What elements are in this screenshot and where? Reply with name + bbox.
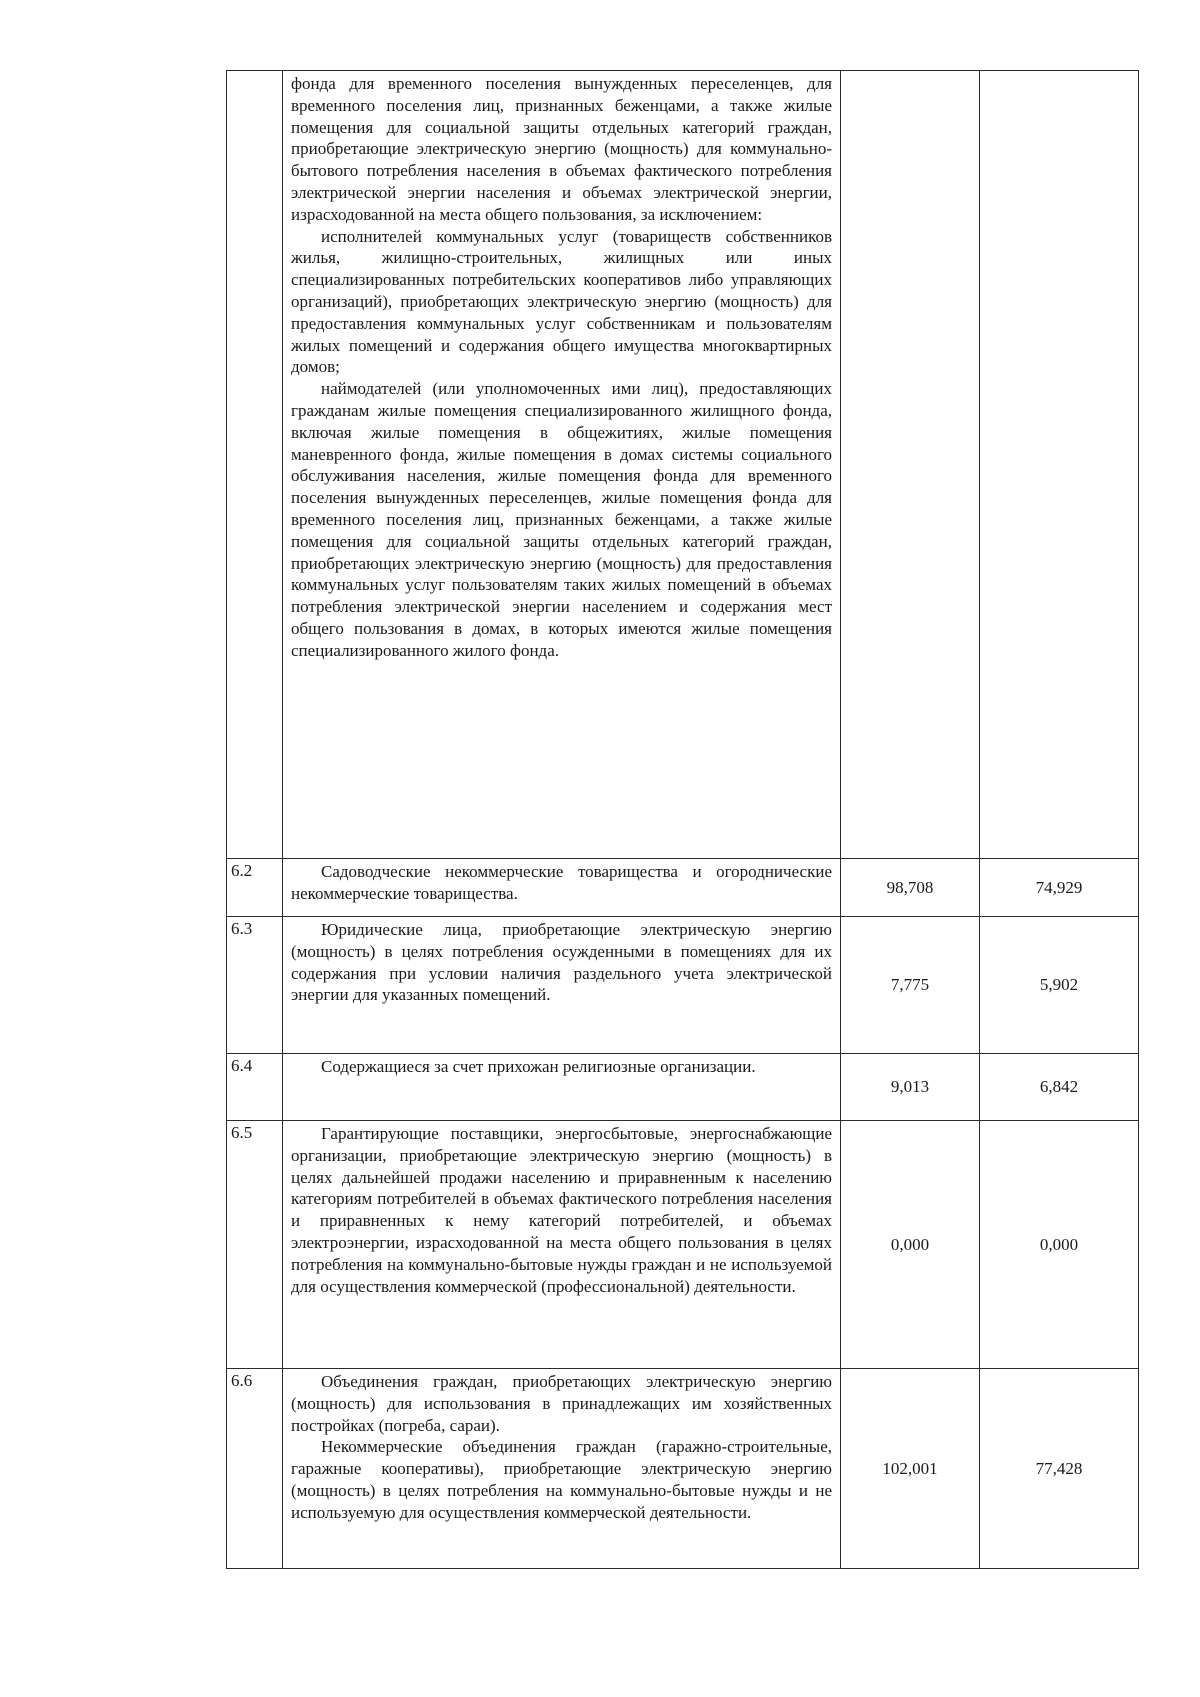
row-description	[283, 1121, 841, 1369]
row-description	[283, 71, 841, 859]
table-row	[227, 917, 1139, 1054]
row-description	[283, 1369, 841, 1569]
description-paragraph: Садоводческие некоммерческие товарищества и огороднические некоммерческие товарищества.	[291, 862, 832, 903]
row-value-2: 74,929	[980, 859, 1139, 917]
row-value-2	[980, 71, 1139, 859]
table-row	[227, 859, 1139, 917]
row-description	[283, 859, 841, 917]
row-value-1: 102,001	[841, 1369, 980, 1569]
row-value-2: 0,000	[980, 1121, 1139, 1369]
tariff-table	[226, 70, 1139, 1569]
table-row	[227, 1054, 1139, 1121]
row-value-1: 98,708	[841, 859, 980, 917]
description-paragraph: фонда для временного поселения вынужденных переселенцев, для временного поселения лиц, признанных беженцами, а также жилые помещения для социальной защиты отдельных категорий граждан, приобретающие электрическую энергию (мощность) для коммунально-бытового потребления населения в объемах фактического потребления электрической энергии населения и объемах электрической энергии, израсходованной на места общего пользования, за исключением:	[291, 74, 832, 224]
row-value-2: 77,428	[980, 1369, 1139, 1569]
description-paragraph: Гарантирующие поставщики, энергосбытовые, энергоснабжающие организации, приобретающие электрическую энергию (мощность) в целях дальнейшей продажи населению и приравненным к населению категориям потребителей в объемах фактического потребления населения и приравненных к нему категорий потребителей, и объемах электроэнергии, израсходованной на места общего пользования в целях потребления на коммунально-бытовые нужды граждан и не используемой для осуществления коммерческой (профессиональной) деятельности.	[291, 1124, 832, 1296]
table-row	[227, 1121, 1139, 1369]
row-value-1	[841, 71, 980, 859]
description-paragraph: Объединения граждан, приобретающих электрическую энергию (мощность) для использования в принадлежащих им хозяйственных постройках (погреба, сараи).	[291, 1372, 832, 1435]
row-number: 6.2	[227, 859, 283, 917]
row-number: 6.3	[227, 917, 283, 1054]
row-number: 6.6	[227, 1369, 283, 1569]
row-value-2: 6,842	[980, 1054, 1139, 1121]
row-number: 6.5	[227, 1121, 283, 1369]
description-paragraph: наймодателей (или уполномоченных ими лиц), предоставляющих гражданам жилые помещения специализированного жилищного фонда, включая жилые помещения в общежитиях, жилые помещения маневренного фонда, жилые помещения в домах системы социального обслуживания населения, жилые помещения фонда для временного поселения вынужденных переселенцев, жилые помещения фонда для временного поселения лиц, признанных беженцами, а также жилые помещения для социальной защиты отдельных категорий граждан, приобретающих электрическую энергию (мощность) для предоставления коммунальных услуг пользователям таких жилых помещений в объемах потребления электрической энергии населением и содержания мест общего пользования в домах, в которых имеются жилые помещения специализированного жилого фонда.	[291, 379, 832, 660]
table-row	[227, 1369, 1139, 1569]
table-row	[227, 71, 1139, 859]
description-paragraph: исполнителей коммунальных услуг (товариществ собственников жилья, жилищно-строительных, жилищных или иных специализированных потребительских кооперативов либо управляющих организаций), приобретающих электрическую энергию (мощность) для предоставления коммунальных услуг собственникам и пользователям жилых помещений и содержания общего имущества многоквартирных домов;	[291, 226, 832, 377]
description-paragraph: Некоммерческие объединения граждан (гаражно-строительные, гаражные кооперативы), приобретающие электрическую энергию (мощность) в целях потребления на коммунально-бытовые нужды и не используемую для осуществления коммерческой деятельности.	[291, 1437, 832, 1522]
description-paragraph: Юридические лица, приобретающие электрическую энергию (мощность) в целях потребления осужденными в помещениях для их содержания при условии наличия раздельного учета электрической энергии для указанных помещений.	[291, 920, 832, 1005]
row-value-1: 7,775	[841, 917, 980, 1054]
row-value-1: 9,013	[841, 1054, 980, 1121]
row-value-1: 0,000	[841, 1121, 980, 1369]
row-number	[227, 71, 283, 859]
row-number: 6.4	[227, 1054, 283, 1121]
row-description	[283, 1054, 841, 1121]
row-value-2: 5,902	[980, 917, 1139, 1054]
description-paragraph: Содержащиеся за счет прихожан религиозные организации.	[321, 1057, 756, 1076]
row-description	[283, 917, 841, 1054]
